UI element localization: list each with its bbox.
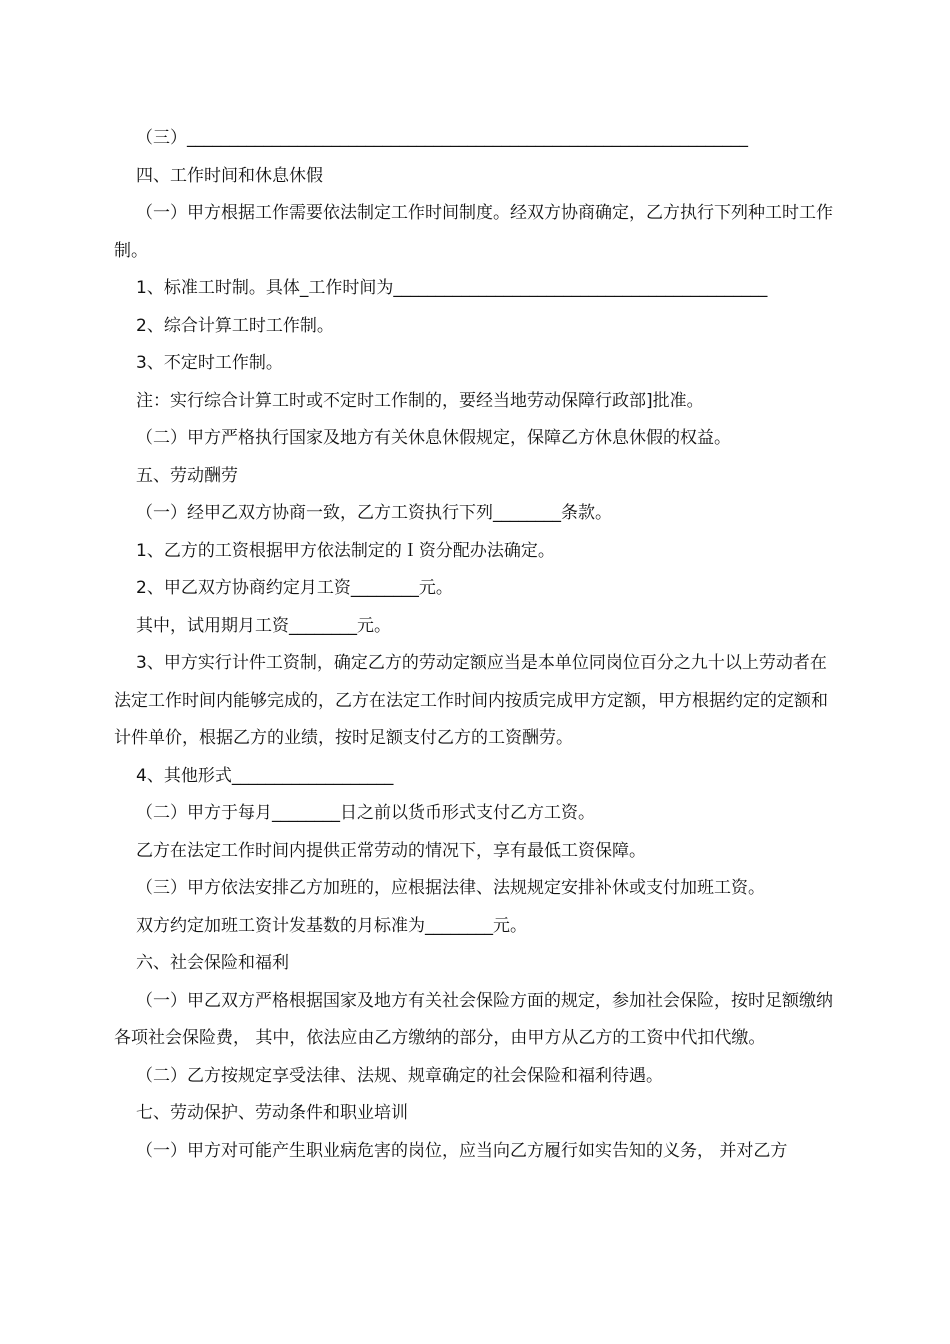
paragraph: （一）甲方对可能产生职业病危害的岗位，应当向乙方履行如实告知的义务， 并对乙方 (136, 1140, 788, 1161)
paragraph: 双方约定加班工资计发基数的月标准为________元。 (136, 915, 527, 936)
section-heading-work-hours: 四、工作时间和休息休假 (136, 165, 323, 186)
list-item: 2、综合计算工时工作制。 (136, 315, 334, 336)
paragraph: （二）甲方于每月________日之前以货币形式支付乙方工资。 (136, 803, 595, 823)
paragraph: （三）甲方依法安排乙方加班的，应根据法律、法规规定安排补休或支付加班工资。 (136, 878, 765, 898)
list-item: 3、甲方实行计件工资制，确定乙方的劳动定额应当是本单位同岗位百分之九十以上劳动者在法定工作时间内能够完成的，乙方在法定工作时间内按质完成甲方定额，甲方根据约定的定额和计件单价，根据乙方的业绩，按时足额支付乙方的工资酬劳。 (114, 653, 828, 748)
section-heading-remuneration: 五、劳动酬劳 (136, 465, 238, 486)
clause-3-blank: （三）__________________________________________________________________ (136, 128, 748, 148)
list-item: 1、标准工时制。具体_工作时间为____________________________________________ (136, 278, 768, 298)
paragraph: （二）甲方严格执行国家及地方有关休息休假规定，保障乙方休息休假的权益。 (136, 428, 731, 448)
document-body (114, 120, 836, 1170)
section-heading-social-insurance: 六、社会保险和福利 (136, 953, 289, 973)
list-item: 3、不定时工作制。 (136, 353, 283, 373)
list-item: 1、乙方的工资根据甲方依法制定的Ｉ资分配办法确定。 (136, 540, 555, 561)
list-item: 2、甲乙双方协商约定月工资________元。 (136, 578, 453, 598)
paragraph: （一）甲方根据工作需要依法制定工作时间制度。经双方协商确定，乙方执行下列种工时工作制。 (114, 203, 833, 261)
note: 注：实行综合计算工时或不定时工作制的，要经当地劳动保障行政部]批准。 (136, 390, 704, 411)
paragraph: （二）乙方按规定享受法律、法规、规章确定的社会保险和福利待遇。 (136, 1065, 663, 1086)
paragraph: 其中，试用期月工资________元。 (136, 615, 391, 636)
paragraph: 乙方在法定工作时间内提供正常劳动的情况下，享有最低工资保障。 (136, 840, 646, 861)
paragraph: （一）经甲乙双方协商一致，乙方工资执行下列________条款。 (136, 503, 612, 523)
section-heading-labor-protection: 七、劳动保护、劳动条件和职业培训 (136, 1103, 408, 1123)
list-item: 4、其他形式___________________ (136, 765, 394, 786)
paragraph: （一）甲乙双方严格根据国家及地方有关社会保险方面的规定，参加社会保险，按时足额缴纳各项社会保险费， 其中，依法应由乙方缴纳的部分，由甲方从乙方的工资中代扣代缴。 (114, 990, 833, 1048)
